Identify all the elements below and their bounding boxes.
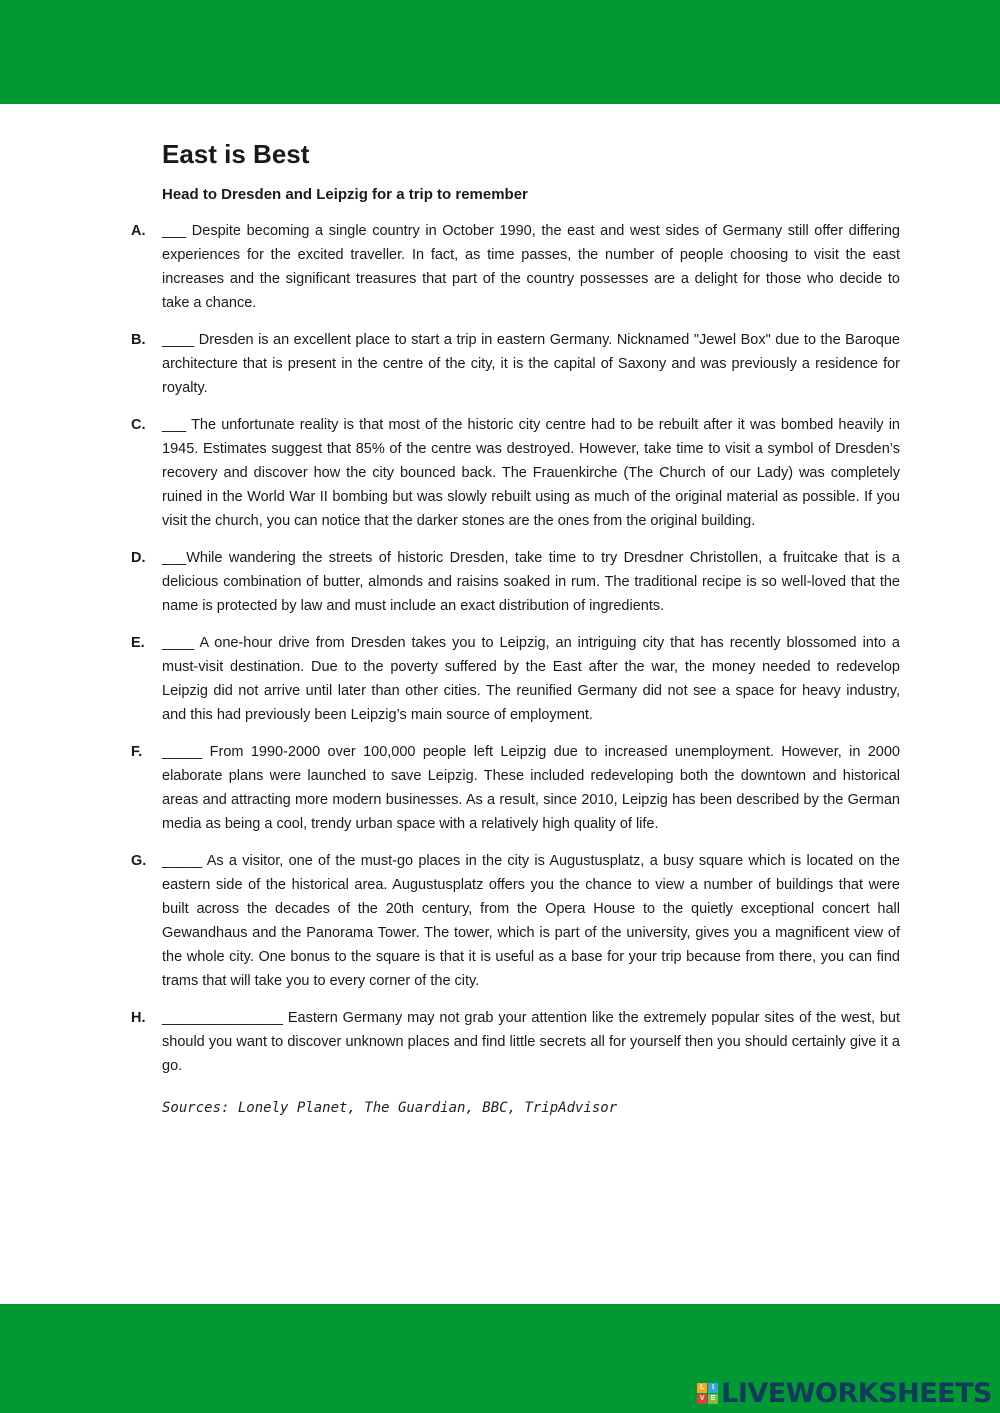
paragraph-text: ___ The unfortunate reality is that most of the historic city centre had to be rebuilt after it was bombed heavily in 1945. Estimates suggest that 85% of the centre was destroyed. However, take time to visit a symbol of Dresden’s recovery and discover how the city bounced back. The Frauenkirche (The Church of our Lady) was completely ruined in the World War II bombing but was slowly rebuilt using as much of the original material as possible. If you visit the church, you can notice that the darker stones are the ones from the original building. [162, 417, 900, 529]
logo-tile: E [708, 1394, 718, 1404]
paragraph-text: ___ Despite becoming a single country in October 1990, the east and west sides of Germany still offer differing experiences for the excited traveller. In fact, as time passes, the number of people choosing to visit the east increases and the significant treasures that part of the country possesses are a delight for those who decide to take a chance. [162, 223, 900, 311]
article [131, 136, 900, 1116]
paragraph-letter: A. [131, 223, 146, 239]
paragraph-text: ____ Dresden is an excellent place to start a trip in eastern Germany. Nicknamed "Jewel Box" due to the Baroque architecture that is present in the centre of the city, it is the capital of Saxony and was previously a residence for royalty. [162, 332, 900, 396]
paragraph-text: _____ From 1990-2000 over 100,000 people left Leipzig due to increased unemployment. However, in 2000 elaborate plans were launched to save Leipzig. These included redeveloping both the downtown and historical areas and attracting more modern businesses. As a result, since 2010, Leipzig has been described by the German media as being a cool, trendy urban space with a relatively high quality of life. [162, 744, 900, 832]
liveworksheets-logo-icon [697, 1383, 718, 1404]
logo-tile: I [708, 1383, 718, 1393]
article-subtitle: Head to Dresden and Leipzig for a trip to remember [162, 186, 528, 203]
paragraph-g [131, 849, 900, 993]
liveworksheets-brand [697, 1378, 992, 1408]
paragraph-a [131, 219, 900, 315]
paragraph-e [131, 631, 900, 727]
paragraph-letter: G. [131, 853, 147, 869]
paragraph-text: ___While wandering the streets of historic Dresden, take time to try Dresdner Christollen, a fruitcake that is a delicious combination of butter, almonds and raisins soaked in rum. The traditional recipe is so well-loved that the name is protected by law and must include an exact distribution of ingredients. [162, 550, 900, 614]
paragraph-b [131, 328, 900, 400]
paragraph-c [131, 413, 900, 533]
paragraph-d [131, 546, 900, 618]
paragraph-text: _______________ Eastern Germany may not grab your attention like the extremely popular sites of the west, but should you want to discover unknown places and find little secrets all for yourself then you should certainly give it a go. [162, 1010, 900, 1074]
paragraph-letter: C. [131, 417, 146, 433]
top-green-band [0, 0, 1000, 104]
paragraph-letter: D. [131, 550, 146, 566]
article-title: East is Best [162, 139, 310, 169]
paragraph-text: _____ As a visitor, one of the must-go places in the city is Augustusplatz, a busy square which is located on the eastern side of the historical area. Augustusplatz offers you the chance to view a number of buildings that were built across the decades of the 20th century, from the Opera House to the quietly exceptional concert hall Gewandhaus and the Panorama Tower. The tower, which is part of the university, gives you a magnificent view of the whole city. One bonus to the square is that it is useful as a base for your trip because from there, you can find trams that will take you to every corner of the city. [162, 853, 900, 989]
sources-line: Sources: Lonely Planet, The Guardian, BBC, TripAdvisor [162, 1100, 618, 1116]
logo-tile: L [697, 1383, 707, 1393]
paragraph-text: ____ A one-hour drive from Dresden takes you to Leipzig, an intriguing city that has recently blossomed into a must-visit destination. Due to the poverty suffered by the East after the war, the money needed to redevelop Leipzig did not arrive until later than other cities. The reunified Germany did not see a space for heavy industry, and this had previously been Leipzig’s main source of employment. [162, 635, 900, 723]
paragraph-f [131, 740, 900, 836]
paragraph-list [131, 219, 900, 1078]
liveworksheets-wordmark: LIVEWORKSHEETS [721, 1377, 992, 1409]
paragraph-h [131, 1006, 900, 1078]
paragraph-letter: F. [131, 744, 143, 760]
paragraph-letter: E. [131, 635, 145, 651]
logo-tile: V [697, 1394, 707, 1404]
paragraph-letter: B. [131, 332, 146, 348]
paragraph-letter: H. [131, 1010, 146, 1026]
